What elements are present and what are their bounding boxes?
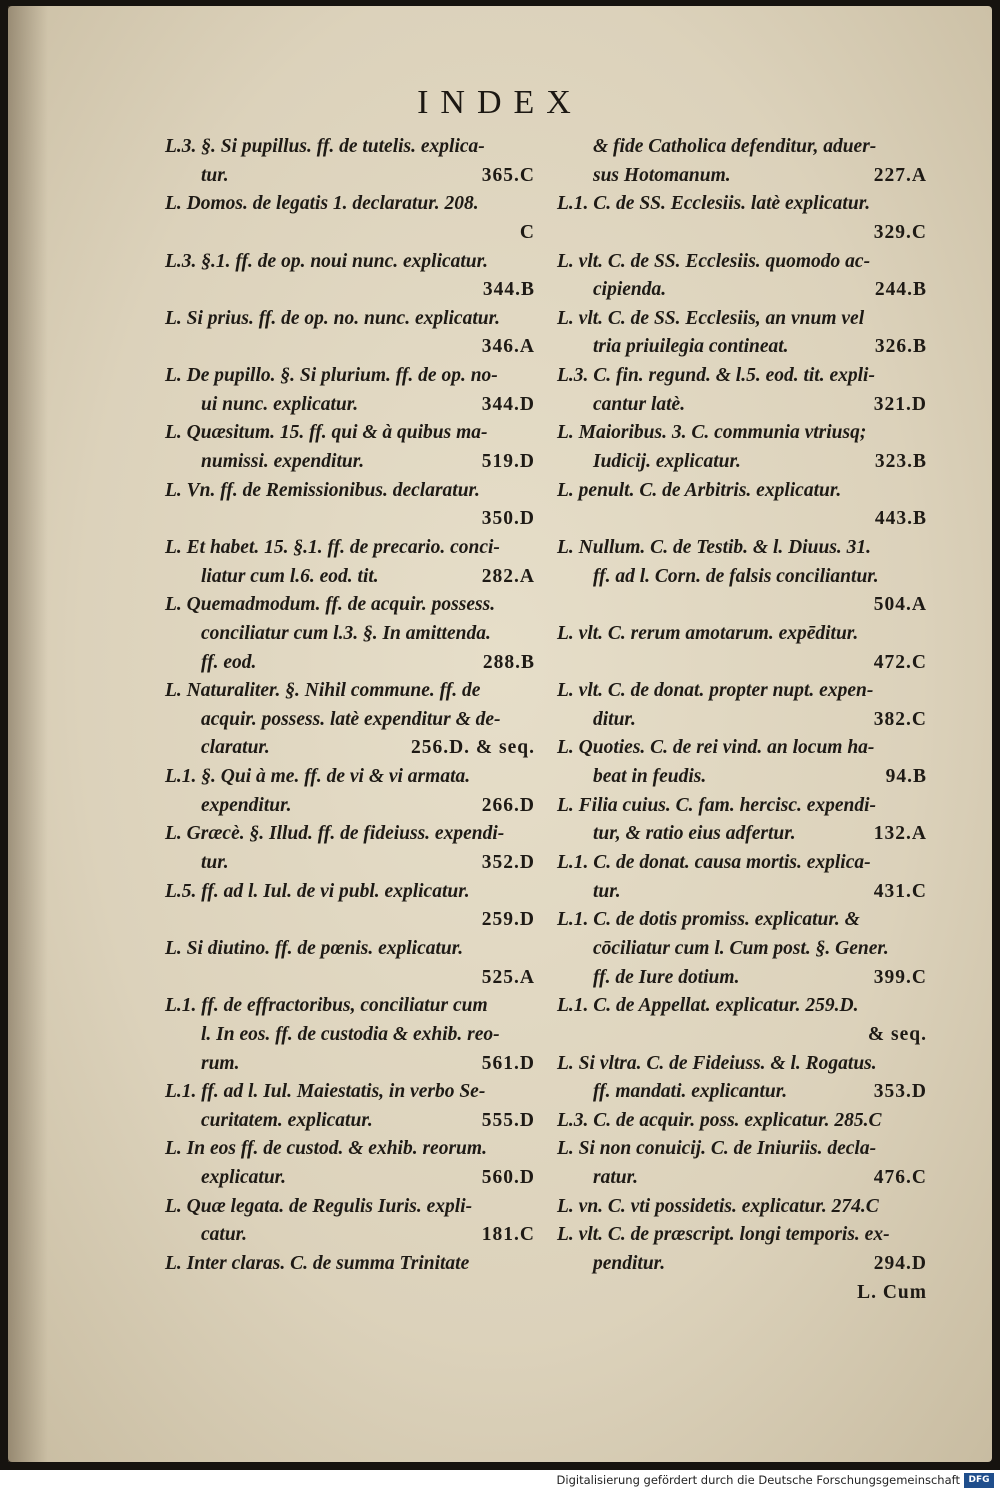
page-reference: 382.C — [873, 708, 927, 730]
entry-text: L. Quoties. C. de rei vind. an locum ha- — [557, 737, 875, 759]
index-entry-line — [165, 276, 535, 305]
index-entry-line — [165, 649, 535, 678]
entry-text: catur. — [201, 1224, 248, 1246]
index-entry-line — [165, 563, 535, 592]
index-entry-line — [557, 734, 927, 763]
index-entry-line — [165, 1078, 535, 1107]
page-reference: 259.D — [481, 909, 535, 931]
entry-text: L. vlt. C. de SS. Ecclesiis, an vnum vel — [557, 307, 865, 329]
entry-text: L.3. §. Si pupillus. ff. de tutelis. explica- — [165, 136, 485, 157]
dfg-logo: DFG — [964, 1473, 994, 1488]
page-reference: 282.A — [481, 565, 535, 587]
entry-text: cōciliatur cum l. Cum post. §. Gener. — [593, 937, 889, 959]
page-reference: 344.D — [481, 393, 535, 415]
index-entry-line — [557, 477, 927, 506]
index-entry-line — [557, 1164, 927, 1193]
index-entry-line — [557, 763, 927, 792]
page-reference: 431.C — [873, 880, 927, 902]
entry-text: L. Si prius. ff. de op. no. nunc. explicatur. — [165, 307, 500, 329]
page-reference: 344.B — [482, 279, 535, 301]
entry-text: acquir. possess. latè expenditur & de- — [201, 708, 501, 730]
index-entry-line — [557, 190, 927, 219]
entry-text: L. Quæsitum. 15. ff. qui & à quibus ma- — [165, 422, 488, 444]
entry-text: L. Nullum. C. de Testib. & l. Diuus. 31. — [557, 536, 872, 558]
index-entry-line — [557, 505, 927, 534]
index-entry-line — [557, 248, 927, 277]
entry-text: L.3. C. fin. regund. & l.5. eod. tit. expli- — [557, 365, 875, 387]
entry-text: L. Si non conuicij. C. de Iniuriis. decla- — [557, 1138, 877, 1160]
entry-text: cantur latè. — [593, 393, 686, 415]
index-entry-line — [165, 792, 535, 821]
entry-text: L. Si diutino. ff. de pœnis. explicatur. — [165, 937, 464, 959]
page-reference: L. Cum — [857, 1281, 927, 1303]
entry-text: L.1. C. de donat. causa mortis. explica- — [557, 852, 871, 874]
index-entry-line — [557, 649, 927, 678]
index-entry-line — [557, 1135, 927, 1164]
index-entry-line — [557, 305, 927, 334]
entry-text: curitatem. explicatur. — [201, 1109, 373, 1131]
entry-text: L. vlt. C. de præscript. longi temporis. ex- — [557, 1224, 890, 1246]
page-reference: 525.A — [481, 966, 535, 988]
entry-text: tria priuilegia contineat. — [593, 336, 789, 358]
entry-text: beat in feudis. — [593, 766, 707, 788]
entry-text: liatur cum l.6. eod. tit. — [201, 565, 379, 587]
index-entry-line — [557, 219, 927, 248]
entry-text: L.1. §. Qui à me. ff. de vi & vi armata. — [165, 766, 471, 788]
page-reference: 472.C — [873, 651, 927, 673]
index-entry-line — [165, 419, 535, 448]
entry-text: cipienda. — [593, 279, 667, 301]
entry-text: L.3. C. de acquir. poss. explicatur. 285.C — [557, 1109, 882, 1131]
entry-text: L. In eos ff. de custod. & exhib. reorum. — [165, 1138, 487, 1160]
entry-text: L.1. ff. de effractoribus, conciliatur cum — [165, 995, 488, 1017]
page-reference: 555.D — [481, 1109, 535, 1131]
index-entry-line — [165, 620, 535, 649]
index-entry-line — [165, 591, 535, 620]
page-reference: 561.D — [481, 1052, 535, 1074]
page-reference: 504.A — [873, 594, 927, 616]
entry-text: L. De pupillo. §. Si plurium. ff. de op. no- — [165, 365, 498, 387]
index-entry-line — [557, 1021, 927, 1050]
index-entry-line — [165, 706, 535, 735]
index-entry-line — [557, 906, 927, 935]
page-reference: 352.D — [481, 852, 535, 874]
index-entry-line — [557, 706, 927, 735]
index-entry-line — [557, 820, 927, 849]
page-reference: 256.D. & seq. — [410, 737, 535, 759]
entry-text: L.1. C. de Appellat. explicatur. 259.D. — [557, 995, 859, 1017]
index-entry-line — [165, 763, 535, 792]
index-entry-line — [165, 992, 535, 1021]
page-reference: 519.D — [481, 451, 535, 473]
page-reference: 244.B — [874, 279, 927, 301]
page-reference: 321.D — [873, 393, 927, 415]
index-entry-line — [557, 964, 927, 993]
index-entry-line — [557, 1107, 927, 1136]
index-entry-line — [165, 1221, 535, 1250]
entry-text: explicatur. — [201, 1167, 287, 1189]
index-entry-line — [165, 935, 535, 964]
index-entry-line — [557, 391, 927, 420]
index-entry-line — [557, 677, 927, 706]
entry-text: rum. — [201, 1052, 240, 1074]
entry-text: tur, & ratio eius adfertur. — [593, 823, 796, 845]
page-reference: 181.C — [481, 1224, 535, 1246]
index-entry-line — [557, 792, 927, 821]
entry-text: L. penult. C. de Arbitris. explicatur. — [557, 479, 842, 501]
index-entry-line — [557, 162, 927, 191]
entry-text: L. vlt. C. de SS. Ecclesiis. quomodo ac- — [557, 250, 871, 272]
index-entry-line — [165, 964, 535, 993]
index-entry-line — [165, 1193, 535, 1222]
index-entry-line — [165, 906, 535, 935]
index-entry-line — [165, 849, 535, 878]
page-reference: 346.A — [481, 336, 535, 358]
entry-text: tur. — [593, 880, 621, 902]
entry-text: numissi. expenditur. — [201, 451, 365, 473]
funding-credit: Digitalisierung gefördert durch die Deutsche Forschungsgemeinschaft — [556, 1473, 960, 1487]
index-entry-line — [165, 133, 535, 162]
index-entry-line — [557, 591, 927, 620]
page-reference: 443.B — [874, 508, 927, 530]
entry-text: ditur. — [593, 708, 636, 730]
entry-text: L. Filia cuius. C. fam. hercisc. expendi- — [557, 794, 877, 816]
entry-text: claratur. — [201, 737, 270, 759]
index-entry-line — [557, 419, 927, 448]
entry-text: tur. — [201, 164, 229, 186]
index-entry-line — [165, 190, 535, 219]
index-entry-line — [557, 935, 927, 964]
page-reference: 323.B — [874, 451, 927, 473]
entry-text: L.5. ff. ad l. Iul. de vi publ. explicatur. — [165, 880, 470, 902]
entry-text: L. vlt. C. de donat. propter nupt. expen- — [557, 680, 874, 702]
entry-text: L. Si vltra. C. de Fideiuss. & l. Rogatus. — [557, 1052, 877, 1074]
entry-text: tur. — [201, 852, 229, 874]
entry-text: L. Naturaliter. §. Nihil commune. ff. de — [165, 680, 481, 702]
index-column-left — [165, 133, 535, 1279]
page-reference: 365.C — [481, 164, 535, 186]
entry-text: ratur. — [593, 1167, 638, 1189]
index-entry-line — [557, 1078, 927, 1107]
index-column-right — [557, 133, 927, 1307]
entry-text: Iudicij. explicatur. — [593, 451, 741, 473]
index-entry-line — [165, 248, 535, 277]
index-entry-line — [165, 1135, 535, 1164]
page-title: INDEX — [417, 84, 583, 121]
page-reference: 132.A — [873, 823, 927, 845]
entry-text: L. vlt. C. rerum amotarum. expēditur. — [557, 622, 859, 644]
index-entry-line — [557, 1193, 927, 1222]
index-entry-line — [165, 333, 535, 362]
entry-text: L. Vn. ff. de Remissionibus. declaratur. — [165, 479, 480, 501]
entry-text: L. Et habet. 15. §.1. ff. de precario. conci- — [165, 536, 500, 558]
index-entry-line — [165, 878, 535, 907]
page-reference: 288.B — [482, 651, 535, 673]
page-reference: 399.C — [873, 966, 927, 988]
index-entry-line — [557, 448, 927, 477]
index-entry-line — [165, 362, 535, 391]
index-entry-line — [165, 219, 535, 248]
index-entry-line — [557, 1221, 927, 1250]
page-reference: 476.C — [873, 1167, 927, 1189]
entry-text: L.1. C. de dotis promiss. explicatur. & — [557, 909, 860, 931]
entry-text: L. vn. C. vti possidetis. explicatur. 274.C — [557, 1195, 879, 1217]
entry-text: sus Hotomanum. — [593, 164, 731, 186]
page-reference: 326.B — [874, 336, 927, 358]
entry-text: ff. mandati. explicantur. — [593, 1081, 788, 1103]
entry-text: penditur. — [593, 1252, 666, 1274]
index-entry-line — [557, 992, 927, 1021]
index-entry-line — [165, 534, 535, 563]
page-reference: 329.C — [873, 221, 927, 243]
page-reference: 350.D — [481, 508, 535, 530]
entry-text: L. Quemadmodum. ff. de acquir. possess. — [165, 594, 496, 616]
page-reference: C — [519, 221, 535, 243]
index-entry-line — [557, 620, 927, 649]
index-entry-line — [165, 1250, 535, 1279]
index-entry-line — [165, 1021, 535, 1050]
entry-text: ff. de Iure dotium. — [593, 966, 740, 988]
entry-text: conciliatur cum l.3. §. In amittenda. — [201, 622, 491, 644]
index-entry-line — [557, 849, 927, 878]
page-reference: 266.D — [481, 794, 535, 816]
entry-text: L. Quæ legata. de Regulis Iuris. expli- — [165, 1195, 473, 1217]
page-reference: 94.B — [885, 766, 927, 788]
page-reference: 353.D — [873, 1081, 927, 1103]
index-entry-line — [165, 820, 535, 849]
entry-text: expenditur. — [201, 794, 292, 816]
index-entry-line — [557, 534, 927, 563]
index-entry-line — [557, 333, 927, 362]
entry-text: L. Græcè. §. Illud. ff. de fideiuss. expendi- — [165, 823, 505, 845]
index-entry-line — [165, 1050, 535, 1079]
index-entry-line — [557, 563, 927, 592]
entry-text: ui nunc. explicatur. — [201, 393, 359, 415]
index-entry-line — [165, 391, 535, 420]
page-reference: & seq. — [867, 1023, 927, 1045]
entry-text: l. In eos. ff. de custodia & exhib. reo- — [201, 1023, 500, 1045]
index-entry-line — [165, 505, 535, 534]
entry-text: ff. eod. — [201, 651, 257, 673]
entry-text: L.3. §.1. ff. de op. noui nunc. explicatur. — [165, 250, 489, 272]
index-entry-line — [165, 477, 535, 506]
page-reference: 294.D — [873, 1252, 927, 1274]
index-entry-line — [557, 362, 927, 391]
entry-text: L. Maioribus. 3. C. communia vtriusq; — [557, 422, 867, 444]
page-reference: 560.D — [481, 1167, 535, 1189]
entry-text: & fide Catholica defenditur, aduer- — [593, 136, 877, 157]
index-entry-line — [165, 734, 535, 763]
index-entry-line — [557, 1050, 927, 1079]
index-entry-line — [165, 448, 535, 477]
entry-text: L.1. C. de SS. Ecclesiis. latè explicatur. — [557, 193, 871, 215]
index-entry-line — [557, 276, 927, 305]
index-entry-line — [557, 1279, 927, 1308]
entry-text: L. Inter claras. C. de summa Trinitate — [165, 1252, 470, 1274]
index-entry-line — [557, 133, 927, 162]
index-entry-line — [165, 1164, 535, 1193]
index-entry-line — [165, 1107, 535, 1136]
page-shadow — [8, 6, 48, 1462]
index-entry-line — [165, 162, 535, 191]
entry-text: L. Domos. de legatis 1. declaratur. 208. — [165, 193, 479, 215]
entry-text: ff. ad l. Corn. de falsis conciliantur. — [593, 565, 879, 587]
index-entry-line — [165, 677, 535, 706]
index-entry-line — [557, 878, 927, 907]
index-entry-line — [557, 1250, 927, 1279]
entry-text: L.1. ff. ad l. Iul. Maiestatis, in verbo Se- — [165, 1081, 486, 1103]
page-reference: 227.A — [873, 164, 927, 186]
footer-bar — [0, 1470, 1000, 1492]
index-entry-line — [165, 305, 535, 334]
